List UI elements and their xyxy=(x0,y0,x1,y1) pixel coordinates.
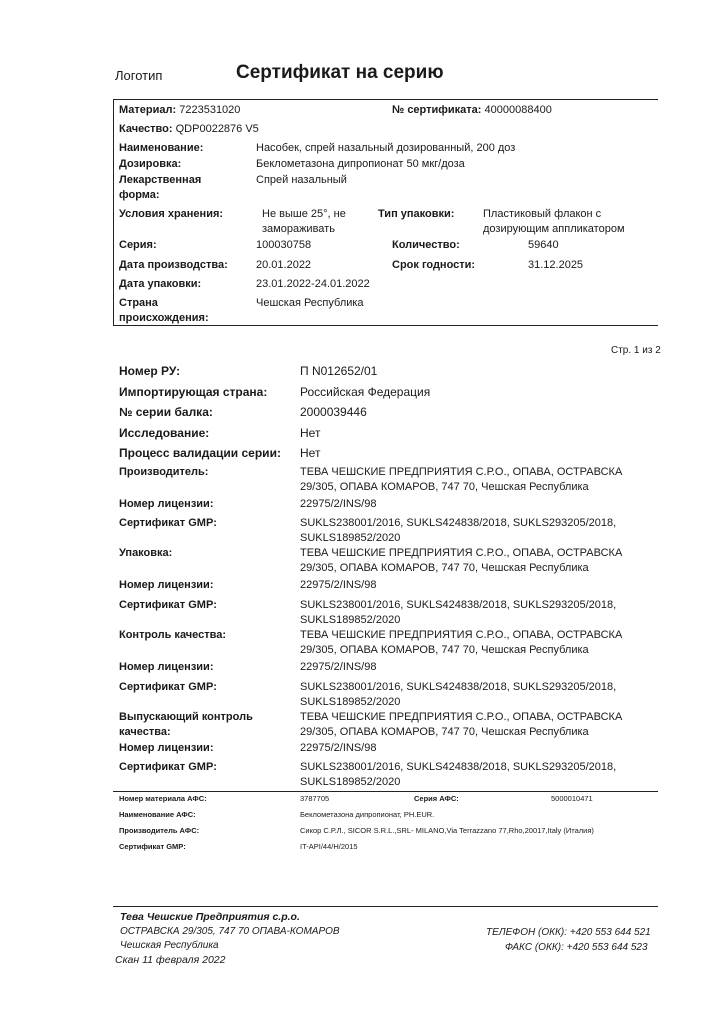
qc-gmp-value: SUKLS238001/2016, SUKLS424838/2018, SUKLS293205/2018, SUKLS189852/2020 xyxy=(300,681,617,708)
release-license-value: 22975/2/INS/98 xyxy=(300,742,377,754)
footer-fax: ФАКС (ОКК): +420 553 644 523 xyxy=(505,942,648,953)
manufacturer-license-label: Номер лицензии: xyxy=(119,498,214,510)
footer-scan-date: Скан 11 февраля 2022 xyxy=(115,954,226,966)
name-label: Наименование: xyxy=(119,142,204,154)
research-label: Исследование: xyxy=(119,426,210,440)
series-label: Серия: xyxy=(119,239,157,251)
ru-value: П N012652/01 xyxy=(300,364,378,378)
storage-label: Условия хранения: xyxy=(119,208,224,220)
pack-date-label: Дата упаковки: xyxy=(119,278,202,290)
country-value: Чешская Республика xyxy=(256,297,364,309)
release-gmp-value: SUKLS238001/2016, SUKLS424838/2018, SUKLS293205/2018, SUKLS189852/2020 xyxy=(300,761,617,788)
qc-value: ТЕВА ЧЕШСКИЕ ПРЕДПРИЯТИЯ С.Р.О., ОПАВА, ОСТРАВСКА 29/305, ОПАВА КОМАРОВ, 747 70, Чешская Республика xyxy=(300,629,623,656)
importer-value: Российская Федерация xyxy=(300,385,431,399)
expiry-label: Срок годности: xyxy=(392,259,476,271)
packaging-gmp-value: SUKLS238001/2016, SUKLS424838/2018, SUKLS293205/2018, SUKLS189852/2020 xyxy=(300,599,617,626)
cert-no-label: № сертификата: xyxy=(392,104,482,116)
release-qc-label: Выпускающий контроль качества: xyxy=(119,711,253,738)
bulk-value: 2000039446 xyxy=(300,405,367,419)
logo-placeholder: Логотип xyxy=(115,68,163,83)
release-qc-value: ТЕВА ЧЕШСКИЕ ПРЕДПРИЯТИЯ С.Р.О., ОПАВА, ОСТРАВСКА 29/305, ОПАВА КОМАРОВ, 747 70, Чешская Республика xyxy=(300,711,623,738)
packaging-gmp-label: Сертификат GMP: xyxy=(119,599,217,611)
manufacturer-value: ТЕВА ЧЕШСКИЕ ПРЕДПРИЯТИЯ С.Р.О., ОПАВА, ОСТРАВСКА 29/305, ОПАВА КОМАРОВ, 747 70, Чешская Республика xyxy=(300,466,623,493)
bulk-label: № серии балка: xyxy=(119,405,213,419)
packaging-license-label: Номер лицензии: xyxy=(119,579,214,591)
api-manufacturer-value: Сикор С.Р.Л., SICOR S.R.L.,SRL- MILANO,Via Terrazzano 77,Rho,20017,Italy (Италия) xyxy=(300,826,594,835)
document-title: Сертификат на серию xyxy=(236,62,444,83)
manufacturer-license-value: 22975/2/INS/98 xyxy=(300,498,377,510)
name-value: Насобек, спрей назальный дозированный, 200 доз xyxy=(256,142,516,154)
quality-label: Качество: xyxy=(119,123,173,135)
prod-date-label: Дата производства: xyxy=(119,259,228,271)
api-series-value: 5000010471 xyxy=(551,794,593,803)
api-top-rule xyxy=(113,791,658,792)
api-material-value: 3787705 xyxy=(300,794,330,803)
cert-no-value: 40000088400 xyxy=(484,104,552,116)
api-gmp-value: IT-API/44/H/2015 xyxy=(300,842,358,851)
qc-label: Контроль качества: xyxy=(119,629,227,641)
footer-address1: ОСТРАВСКА 29/305, 747 70 ОПАВА-КОМАРОВ xyxy=(120,926,340,937)
pack-type-label: Тип упаковки: xyxy=(378,208,455,220)
release-gmp-label: Сертификат GMP: xyxy=(119,761,217,773)
ru-label: Номер РУ: xyxy=(119,364,181,378)
series-value: 100030758 xyxy=(256,239,312,251)
form-label: Лекарственная форма: xyxy=(119,174,202,201)
page-number: Стр. 1 из 2 xyxy=(611,345,661,356)
country-label: Страна происхождения: xyxy=(119,297,209,324)
pack-date-value: 23.01.2022-24.01.2022 xyxy=(256,278,370,290)
packaging-value: ТЕВА ЧЕШСКИЕ ПРЕДПРИЯТИЯ С.Р.О., ОПАВА, ОСТРАВСКА 29/305, ОПАВА КОМАРОВ, 747 70, Чешская Республика xyxy=(300,547,623,574)
qc-license-label: Номер лицензии: xyxy=(119,661,214,673)
api-manufacturer-label: Производитель АФС: xyxy=(119,826,200,835)
material-row xyxy=(119,103,240,118)
footer-company: Тева Чешские Предприятия с.р.о. xyxy=(120,911,300,923)
manufacturer-label: Производитель: xyxy=(119,466,209,478)
footer-address2: Чешская Республика xyxy=(120,940,219,951)
quantity-value: 59640 xyxy=(528,239,559,251)
pack-type-value: Пластиковый флакон с дозирующим аппликатором xyxy=(483,208,625,235)
dosage-value: Беклометазона дипропионат 50 мкг/доза xyxy=(256,158,465,170)
footer-phone: ТЕЛЕФОН (ОКК): +420 553 644 521 xyxy=(486,927,651,938)
validation-value: Нет xyxy=(300,446,321,460)
manufacturer-gmp-value: SUKLS238001/2016, SUKLS424838/2018, SUKLS293205/2018, SUKLS189852/2020 xyxy=(300,517,617,544)
manufacturer-gmp-label: Сертификат GMP: xyxy=(119,517,217,529)
quantity-label: Количество: xyxy=(392,239,460,251)
quality-value: QDP0022876 V5 xyxy=(175,123,259,135)
storage-value: Не выше 25°, не замораживать xyxy=(262,208,346,235)
top-rule xyxy=(113,99,658,100)
api-name-value: Беклометазона дипропионат, PH.EUR. xyxy=(300,810,435,819)
api-gmp-label: Сертификат GMP: xyxy=(119,842,186,851)
packaging-label: Упаковка: xyxy=(119,547,173,559)
qc-license-value: 22975/2/INS/98 xyxy=(300,661,377,673)
importer-label: Импортирующая страна: xyxy=(119,385,268,399)
api-name-label: Наименование АФС: xyxy=(119,810,196,819)
qc-gmp-label: Сертификат GMP: xyxy=(119,681,217,693)
cert-no-row xyxy=(392,103,552,118)
material-label: Материал: xyxy=(119,104,177,116)
left-rule xyxy=(113,99,114,325)
footer-rule xyxy=(113,906,658,907)
form-value: Спрей назальный xyxy=(256,174,347,186)
validation-label: Процесс валидации серии: xyxy=(119,446,281,460)
material-value: 7223531020 xyxy=(179,104,241,116)
api-series-label: Серия АФС: xyxy=(414,794,459,803)
packaging-license-value: 22975/2/INS/98 xyxy=(300,579,377,591)
release-license-label: Номер лицензии: xyxy=(119,742,214,754)
quality-row xyxy=(119,122,259,137)
dosage-label: Дозировка: xyxy=(119,158,182,170)
research-value: Нет xyxy=(300,426,321,440)
prod-date-value: 20.01.2022 xyxy=(256,259,312,271)
expiry-value: 31.12.2025 xyxy=(528,259,584,271)
api-material-label: Номер материала АФС: xyxy=(119,794,207,803)
